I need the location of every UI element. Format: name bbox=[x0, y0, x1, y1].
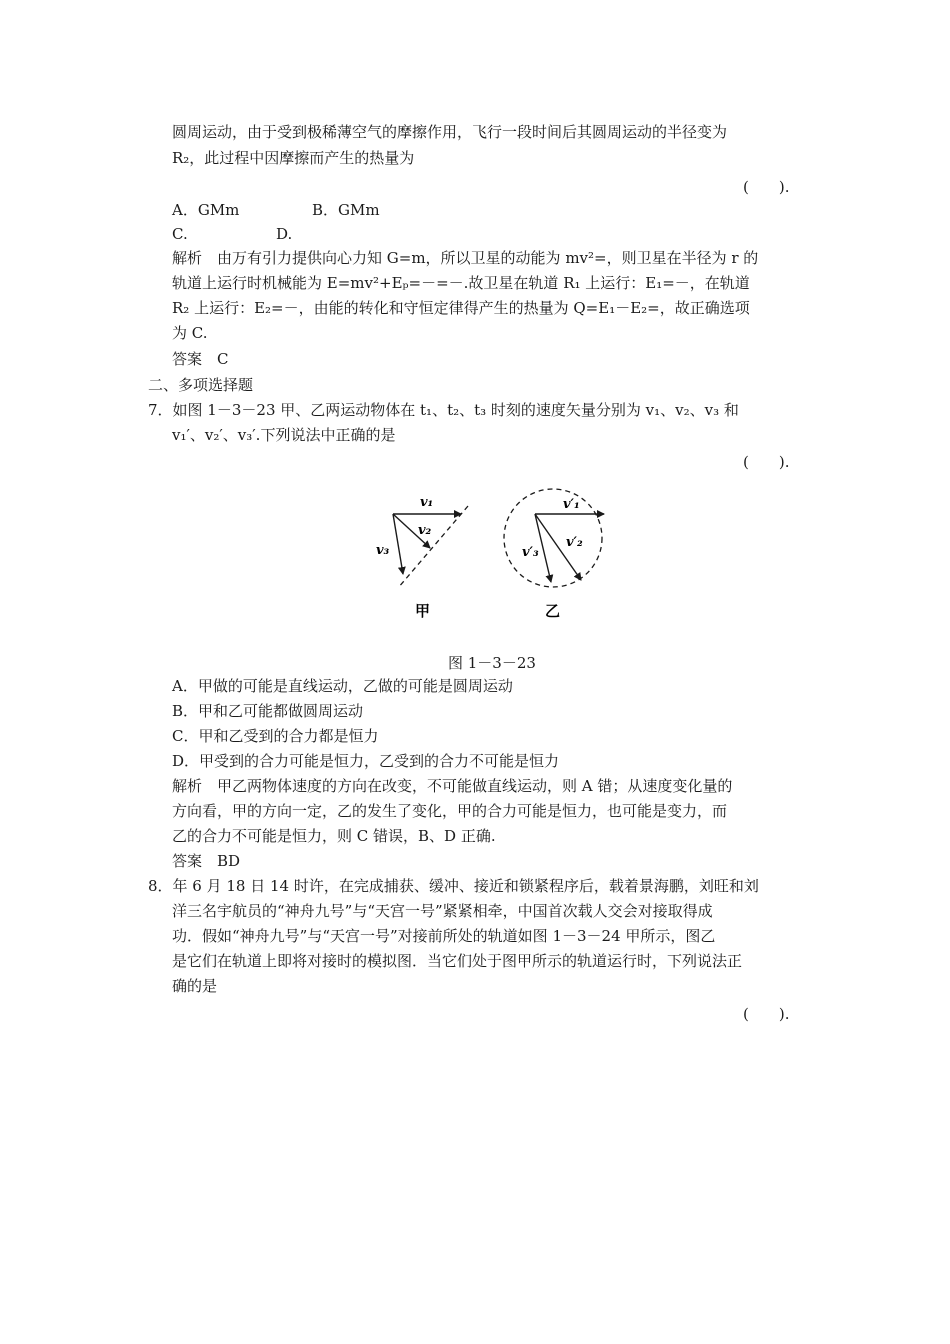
v1-prime-label: v′₁ bbox=[563, 497, 580, 512]
q6-answer-paren: ( ). bbox=[743, 178, 790, 196]
q7-answer-paren: ( ). bbox=[743, 453, 790, 471]
q6-line-2: R₂，此过程中因摩擦而产生的热量为 bbox=[172, 149, 415, 167]
q7-option-b: B．甲和乙可能都做圆周运动 bbox=[172, 702, 364, 720]
q6-answer: 答案 C bbox=[172, 350, 229, 368]
q8-line-1: 8．年 6 月 18 日 14 时许，在完成捕获、缓冲、接近和锁紧程序后，载着景海鹏，刘旺和刘 bbox=[148, 877, 759, 895]
v2-prime-label: v′₂ bbox=[566, 535, 583, 550]
q7-line-2: v₁′、v₂′、v₃′.下列说法中正确的是 bbox=[172, 426, 396, 444]
q8-line-3: 功．假如“神舟九号”与“天宫一号”对接前所处的轨道如图 1－3－24 甲所示，图乙 bbox=[172, 927, 716, 945]
v3-prime-label: v′₃ bbox=[522, 545, 539, 560]
q8-line-5: 确的是 bbox=[172, 977, 218, 995]
jia-v3-arrow bbox=[393, 514, 403, 574]
q6-option-d: D. bbox=[276, 225, 293, 243]
q8-line-2: 洋三名宇航员的“神舟九号”与“天宫一号”紧紧相牵，中国首次载人交会对接取得成 bbox=[172, 902, 713, 920]
velocity-vector-figure bbox=[368, 476, 628, 626]
q6-analysis-line-4: 为 C. bbox=[172, 324, 208, 342]
v1-label: v₁ bbox=[420, 495, 434, 510]
q7-analysis-line-2: 方向看，甲的方向一定，乙的发生了变化，甲的合力可能是恒力，也可能是变力，而 bbox=[172, 802, 728, 820]
q7-answer: 答案 BD bbox=[172, 852, 241, 870]
figure-caption: 图 1－3－23 bbox=[448, 654, 536, 672]
q6-analysis-line-2: 轨道上运行时机械能为 E=mv²+Eₚ=－=－.故卫星在轨道 R₁ 上运行：E₁=－，在轨道 bbox=[172, 274, 750, 292]
q6-option-a: A．GMm bbox=[172, 201, 240, 219]
v3-label: v₃ bbox=[376, 543, 390, 558]
jia-dashed-line bbox=[398, 506, 468, 588]
q6-option-c: C. bbox=[172, 225, 188, 243]
yi-label: 乙 bbox=[545, 602, 561, 620]
q6-analysis-line-3: R₂ 上运行：E₂=－，由能的转化和守恒定律得产生的热量为 Q=E₁－E₂=，故正确选项 bbox=[172, 299, 750, 317]
q7-line-1: 7．如图 1－3－23 甲、乙两运动物体在 t₁、t₂、t₃ 时刻的速度矢量分别为 v₁、v₂、v₃ 和 bbox=[148, 401, 739, 419]
yi-dashed-circle bbox=[504, 489, 602, 587]
q7-option-c: C．甲和乙受到的合力都是恒力 bbox=[172, 727, 379, 745]
q7-option-d: D．甲受到的合力可能是恒力，乙受到的合力不可能是恒力 bbox=[172, 752, 560, 770]
q7-option-a: A．甲做的可能是直线运动，乙做的可能是圆周运动 bbox=[172, 677, 513, 695]
q6-analysis-line-1: 解析 由万有引力提供向心力知 G=m，所以卫星的动能为 mv²=，则卫星在半径为 r 的 bbox=[172, 249, 759, 267]
q8-answer-paren: ( ). bbox=[743, 1005, 790, 1023]
v2-label: v₂ bbox=[418, 523, 432, 538]
q6-option-b: B．GMm bbox=[312, 201, 380, 219]
section-title: 二、多项选择题 bbox=[148, 376, 254, 394]
q6-line-1: 圆周运动，由于受到极稀薄空气的摩擦作用，飞行一段时间后其圆周运动的半径变为 bbox=[172, 123, 728, 141]
q7-analysis-line-1: 解析 甲乙两物体速度的方向在改变，不可能做直线运动，则 A 错；从速度变化量的 bbox=[172, 777, 733, 795]
jia-label: 甲 bbox=[415, 602, 431, 620]
q8-line-4: 是它们在轨道上即将对接时的模拟图．当它们处于图甲所示的轨道运行时，下列说法正 bbox=[172, 952, 743, 970]
q7-analysis-line-3: 乙的合力不可能是恒力，则 C 错误，B、D 正确. bbox=[172, 827, 496, 845]
